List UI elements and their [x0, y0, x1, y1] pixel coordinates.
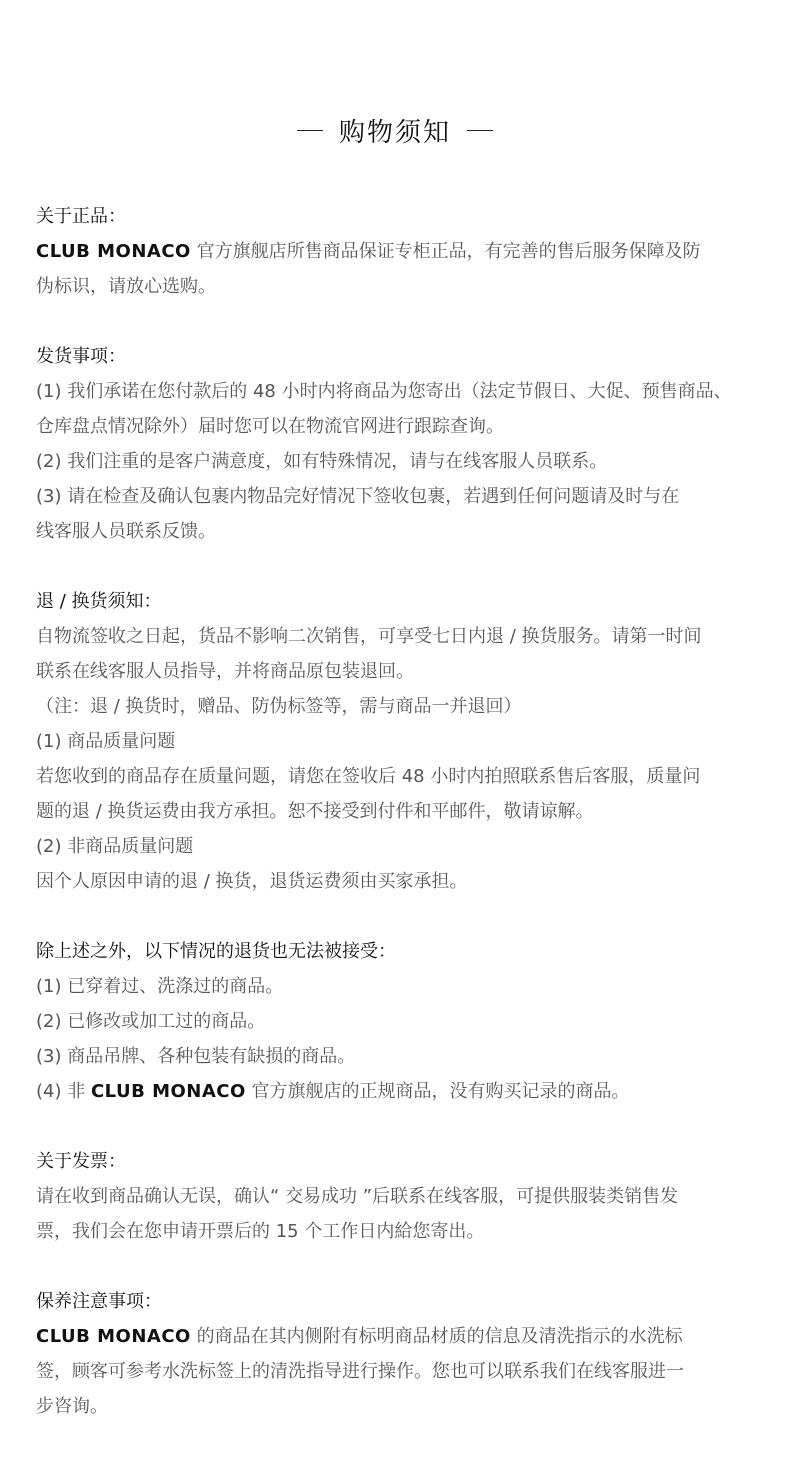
returns-heading: 退 / 换货须知：: [36, 591, 162, 612]
title-right-dash: [467, 130, 493, 131]
returns-p1-line-1: 自物流签收之日起，货品不影响二次销售，可享受七日内退 / 换货服务。请第一时间: [36, 626, 702, 647]
exceptions-heading: 除上述之外，以下情况的退货也无法被接受：: [36, 941, 396, 962]
genuine-heading: 关于正品：: [36, 206, 126, 227]
care-line-2: 签，顾客可参考水洗标签上的清洗指导进行操作。您也可以联系我们在线客服进一: [36, 1361, 684, 1382]
returns-sub-1-line-2: 题的退 / 换货运费由我方承担。恕不接受到付件和平邮件，敬请谅解。: [36, 801, 594, 822]
exceptions-item-3: (3) 商品吊牌、各种包装有缺损的商品。: [36, 1046, 356, 1067]
returns-sub-2-line-1: 因个人原因申请的退 / 换货，退货运费须由买家承担。: [36, 871, 468, 892]
shipping-heading: 发货事项：: [36, 346, 126, 367]
page-title: 购物须知: [338, 118, 451, 148]
care-heading: 保养注意事项：: [36, 1291, 162, 1312]
shipping-item-2: (2) 我们注重的是客户满意度，如有特殊情况，请与在线客服人员联系。: [36, 451, 608, 472]
shipping-item-3-line-1: (3) 请在检查及确认包裹内物品完好情况下签收包裹，若遇到任何问题请及时与在: [36, 486, 680, 507]
returns-sub-1-title: (1) 商品质量问题: [36, 731, 176, 752]
returns-sub-2-title: (2) 非商品质量问题: [36, 836, 194, 857]
exceptions-item-4-prefix: (4) 非: [36, 1081, 91, 1102]
notice-content: [36, 199, 756, 1424]
title-left-dash: [297, 130, 323, 131]
page-title-row: [0, 112, 790, 149]
invoice-line-2: 票，我们会在您申请开票后的 15 个工作日内給您寄出。: [36, 1221, 485, 1242]
exceptions-item-1: (1) 已穿着过、洗涤过的商品。: [36, 976, 284, 997]
care-line-1: [36, 1319, 756, 1354]
brand-name: CLUB MONACO: [90, 1081, 246, 1102]
genuine-line-1-text: 官方旗舰店所售商品保证专柜正品，有完善的售后服务保障及防: [190, 241, 701, 262]
care-line-3: 步咨询。: [36, 1396, 108, 1417]
invoice-line-1: 请在收到商品确认无误，确认“ 交易成功 ”后联系在线客服，可提供服装类销售发: [36, 1186, 679, 1207]
brand-name: CLUB MONACO: [36, 1326, 191, 1347]
returns-p1-line-2: 联系在线客服人员指导，并将商品原包装退回。: [36, 661, 414, 682]
exceptions-item-2: (2) 已修改或加工过的商品。: [36, 1011, 266, 1032]
exceptions-item-4-text: 官方旗舰店的正规商品，没有购买记录的商品。: [245, 1081, 630, 1102]
exceptions-item-4: [36, 1074, 756, 1109]
shipping-item-3-line-2: 线客服人员联系反馈。: [36, 521, 216, 542]
returns-sub-1-line-1: 若您收到的商品存在质量问题，请您在签收后 48 小时内拍照联系售后客服，质量问: [36, 766, 701, 787]
genuine-line-2: 伪标识，请放心选购。: [36, 276, 216, 297]
care-line-1-text: 的商品在其内侧附有标明商品材质的信息及清洗指示的水洗标: [190, 1326, 683, 1347]
returns-note: （注：退 / 换货时，赠品、防伪标签等，需与商品一并退回）: [36, 696, 522, 717]
invoice-heading: 关于发票：: [36, 1151, 126, 1172]
genuine-line-1: [36, 234, 756, 269]
shipping-item-1-line-2: 仓库盘点情况除外）届时您可以在物流官网进行跟踪查询。: [36, 416, 504, 437]
shipping-item-1-line-1: (1) 我们承诺在您付款后的 48 小时内将商品为您寄出（法定节假日、大促、预售商品、: [36, 381, 732, 402]
brand-name: CLUB MONACO: [36, 241, 191, 262]
